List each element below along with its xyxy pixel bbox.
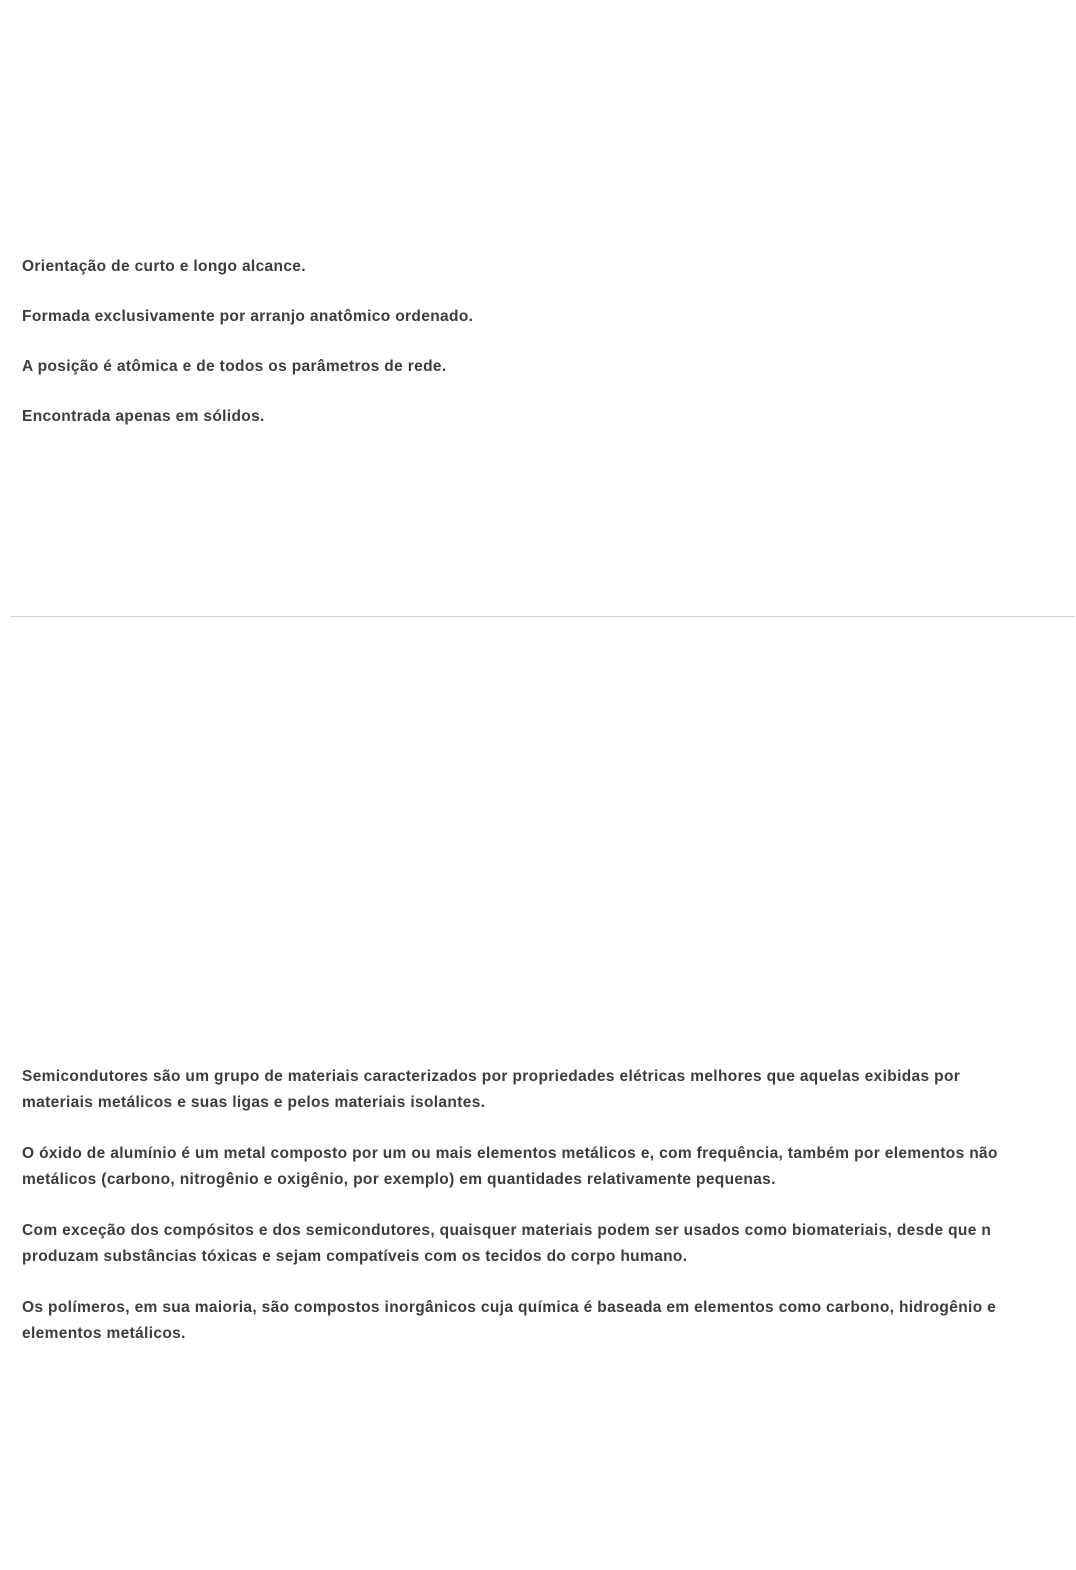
option-line: Os polímeros, em sua maioria, são compostos inorgânicos cuja química é baseada em elementos como carbono, hidrogênio e <box>22 1299 997 1316</box>
option-line: O óxido de alumínio é um metal composto por um ou mais elementos metálicos e, com frequência, também por elementos não <box>22 1145 998 1162</box>
option-line: metálicos (carbono, nitrogênio e oxigênio, por exemplo) em quantidades relativamente pequenas. <box>22 1171 776 1188</box>
section-divider <box>10 616 1075 617</box>
option-1[interactable] <box>22 1064 1076 1116</box>
option-line: materiais metálicos e suas ligas e pelos materiais isolantes. <box>22 1094 486 1111</box>
option-1[interactable]: Orientação de curto e longo alcance. <box>22 258 306 275</box>
option-2[interactable]: Formada exclusivamente por arranjo anatômico ordenado. <box>22 308 474 325</box>
option-line: produzam substâncias tóxicas e sejam compatíveis com os tecidos do corpo humano. <box>22 1248 688 1265</box>
option-3[interactable] <box>22 1218 1076 1270</box>
option-line: Com exceção dos compósitos e dos semicondutores, quaisquer materiais podem ser usados como biomateriais, desde que n <box>22 1222 992 1239</box>
question-2-options <box>22 1064 1076 1372</box>
option-2[interactable] <box>22 1141 1076 1193</box>
option-line: Semicondutores são um grupo de materiais caracterizados por propriedades elétricas melhores que aquelas exibidas por <box>22 1068 961 1085</box>
option-3[interactable]: A posição é atômica e de todos os parâmetros de rede. <box>22 358 447 375</box>
option-4[interactable]: Encontrada apenas em sólidos. <box>22 408 265 425</box>
option-line: elementos metálicos. <box>22 1325 186 1342</box>
option-4[interactable] <box>22 1295 1076 1347</box>
question-1-options <box>22 256 1076 456</box>
